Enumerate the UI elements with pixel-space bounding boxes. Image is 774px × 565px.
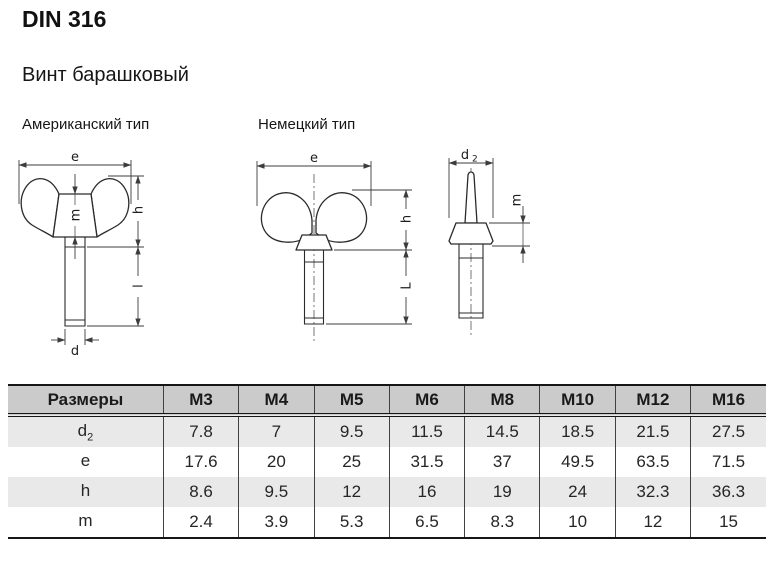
table-cell: 71.5 <box>691 447 766 477</box>
dim-label-L: L <box>399 282 415 290</box>
table-cell: 31.5 <box>389 447 464 477</box>
column-header: M5 <box>314 385 389 415</box>
column-header: M4 <box>239 385 314 415</box>
dim-label-m: m <box>509 193 525 207</box>
row-label-text: m <box>78 510 93 530</box>
dim-label-h: h <box>131 205 147 215</box>
row-label-subscript: 2 <box>87 431 94 444</box>
table-cell: 7 <box>239 415 314 447</box>
dimension-d <box>51 329 99 359</box>
german-type-front-drawing <box>248 146 438 358</box>
dimension-L <box>326 250 415 324</box>
row-label <box>8 477 163 507</box>
table-cell: 7.8 <box>163 415 238 447</box>
table-cell: 15 <box>691 507 766 538</box>
row-label <box>8 507 163 538</box>
column-header: M16 <box>691 385 766 415</box>
dim-label-l: l <box>131 284 147 288</box>
row-label <box>8 447 163 477</box>
table-cell: 19 <box>465 477 540 507</box>
dimension-m <box>68 174 84 259</box>
dim-label-h: h <box>399 214 415 224</box>
wing-boss <box>296 235 332 250</box>
dimensions-table <box>8 384 766 539</box>
dim-label-d2: d <box>460 148 470 163</box>
american-type-drawing <box>6 146 156 358</box>
page-subtitle: Винт барашковый <box>22 64 189 86</box>
german-type-label: Немецкий тип <box>258 116 356 133</box>
wing-boss <box>449 223 493 244</box>
table-cell: 49.5 <box>540 447 615 477</box>
german-type-side-drawing <box>436 146 576 358</box>
row-label-text: d <box>77 420 88 440</box>
table-cell: 18.5 <box>540 415 615 447</box>
table-cell: 11.5 <box>389 415 464 447</box>
american-type-label: Американский тип <box>22 116 150 133</box>
table-cell: 63.5 <box>615 447 690 477</box>
wing-right <box>91 179 129 237</box>
column-header: M12 <box>615 385 690 415</box>
table-cell: 9.5 <box>314 415 389 447</box>
table-header-row <box>8 385 766 415</box>
wing-blade <box>465 172 477 223</box>
dim-label-d2-sub: 2 <box>472 154 478 165</box>
table-cell: 14.5 <box>465 415 540 447</box>
table-row <box>8 447 766 477</box>
column-header: M10 <box>540 385 615 415</box>
table-cell: 20 <box>239 447 314 477</box>
table-cell: 10 <box>540 507 615 538</box>
table-cell: 9.5 <box>239 477 314 507</box>
table-cell: 16 <box>389 477 464 507</box>
table-cell: 27.5 <box>691 415 766 447</box>
table-row <box>8 415 766 447</box>
column-header: M3 <box>163 385 238 415</box>
table-cell: 8.6 <box>163 477 238 507</box>
table-row <box>8 507 766 538</box>
column-header: M6 <box>389 385 464 415</box>
table-cell: 6.5 <box>389 507 464 538</box>
table-cell: 12 <box>615 507 690 538</box>
dimension-l <box>87 247 147 326</box>
table-row <box>8 477 766 507</box>
table-cell: 8.3 <box>465 507 540 538</box>
dimension-m <box>489 194 530 263</box>
table-cell: 37 <box>465 447 540 477</box>
dim-label-d: d <box>70 344 80 359</box>
dim-label-e: e <box>310 151 318 166</box>
column-header: Размеры <box>8 385 163 415</box>
table-cell: 21.5 <box>615 415 690 447</box>
table-cell: 2.4 <box>163 507 238 538</box>
row-label <box>8 415 163 447</box>
table-cell: 25 <box>314 447 389 477</box>
dim-label-m: m <box>68 208 84 222</box>
table-cell: 32.3 <box>615 477 690 507</box>
table-cell: 24 <box>540 477 615 507</box>
row-label-text: e <box>80 450 91 470</box>
page-title: DIN 316 <box>22 6 107 32</box>
column-header: M8 <box>465 385 540 415</box>
wing-left <box>21 179 59 237</box>
dim-label-e: e <box>71 150 79 165</box>
table-cell: 36.3 <box>691 477 766 507</box>
row-label-text: h <box>80 480 91 500</box>
table-cell: 5.3 <box>314 507 389 538</box>
table-cell: 17.6 <box>163 447 238 477</box>
table-cell: 3.9 <box>239 507 314 538</box>
table-cell: 12 <box>314 477 389 507</box>
